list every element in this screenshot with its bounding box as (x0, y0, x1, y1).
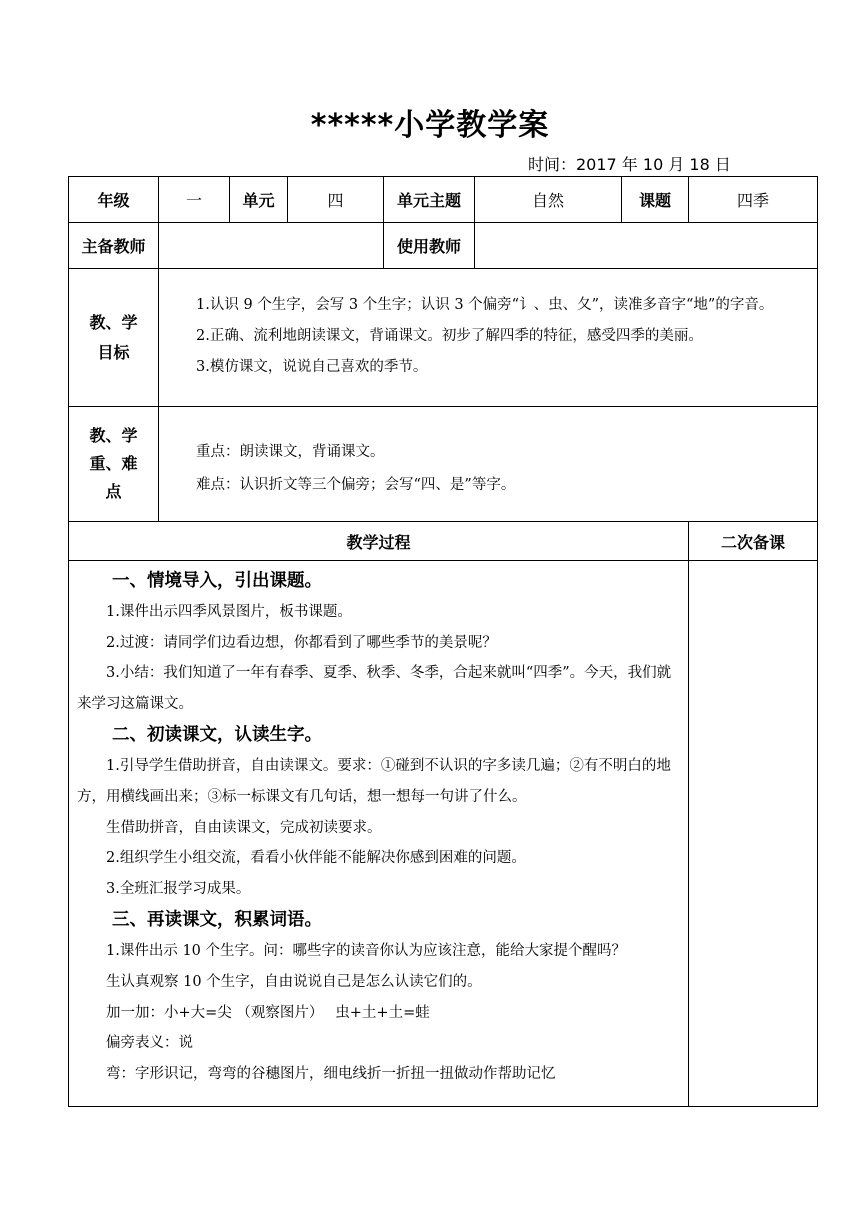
goals-content (159, 269, 818, 407)
teaching-process-header: 教学过程 (69, 522, 689, 561)
user-teacher-label: 使用教师 (384, 223, 475, 269)
process-paragraph: 3.小结：我们知道了一年有春季、夏季、秋季、冬季，合起来就叫“四季”。今天，我们就来学习这篇课文。 (77, 665, 672, 712)
process-paragraph: 加一加：小+大=尖 （观察图片） 虫+土+土=蛙 (106, 1004, 430, 1021)
lead-teacher-value (159, 223, 384, 269)
unit-theme-value: 自然 (475, 177, 622, 223)
key-points-label-line-1: 教、学 (89, 426, 138, 445)
unit-label: 单元 (230, 177, 288, 223)
grade-value: 一 (159, 177, 230, 223)
process-paragraph: 2.组织学生小组交流，看看小伙伴能不能解决你感到困难的问题。 (106, 850, 526, 867)
topic-value: 四季 (689, 177, 818, 223)
lead-teacher-label: 主备教师 (69, 223, 159, 269)
process-paragraph: 1.课件出示 10 个生字。问：哪些字的读音你认为应该注意，能给大家提个醒吗？ (106, 943, 627, 960)
grade-label: 年级 (69, 177, 159, 223)
goals-label (69, 269, 159, 407)
process-paragraph: 1.课件出示四季风景图片，板书课题。 (106, 604, 352, 620)
goal-item: 2.正确、流利地朗读课文，背诵课文。初步了解四季的特征，感受四季的美丽。 (196, 328, 703, 344)
emphasis-text: 重点：朗读课文，背诵课文。 (196, 444, 385, 460)
lesson-plan-table (68, 176, 818, 1107)
process-paragraph: 生借助拼音，自由读课文，完成初读要求。 (106, 819, 382, 836)
process-paragraph: 生认真观察 10 个生字，自由说说自己是怎么认读它们的。 (106, 973, 482, 990)
key-points-label (69, 407, 159, 522)
process-paragraph: 2.过渡：请同学们边看边想，你都看到了哪些季节的美景呢？ (106, 634, 497, 651)
teaching-process-content (69, 561, 689, 1107)
unit-value: 四 (288, 177, 384, 223)
process-paragraph: 偏旁表义：说 (106, 1035, 193, 1052)
second-prep-content (689, 561, 818, 1107)
section-heading: 一、情境导入，引出课题。 (112, 571, 322, 591)
unit-theme-label: 单元主题 (384, 177, 475, 223)
goals-label-line-1: 教、学 (89, 312, 138, 332)
goal-item: 3.模仿课文，说说自己喜欢的季节。 (196, 359, 428, 375)
section-heading: 三、再读课文，积累词语。 (112, 910, 322, 931)
key-points-content (159, 407, 818, 522)
process-paragraph: 1.引导学生借助拼音，自由读课文。要求：①碰到不认识的字多读几遍；②有不明白的地方，用横线画出来；③标一标课文有几句话，想一想每一句讲了什么。 (77, 758, 671, 805)
difficulty-text: 难点：认识折文等三个偏旁；会写“四、是”等字。 (196, 477, 516, 493)
goals-label-line-2: 目标 (97, 342, 130, 362)
key-points-label-line-2: 重、难 (89, 454, 138, 473)
key-points-label-line-3: 点 (105, 482, 122, 501)
topic-label: 课题 (622, 177, 689, 223)
second-prep-header: 二次备课 (689, 522, 818, 561)
document-title: *****小学教学案 (310, 108, 550, 143)
process-paragraph: 弯：字形识记，弯弯的谷穗图片，细电线折一折扭一扭做动作帮助记忆 (106, 1065, 556, 1082)
user-teacher-value (475, 223, 818, 269)
goal-item: 1.认识 9 个生字，会写 3 个生字；认识 3 个偏旁“讠、虫、夂”，读准多音字“地”的字音。 (196, 297, 774, 313)
process-paragraph: 3.全班汇报学习成果。 (106, 880, 251, 897)
date-line: 时间：2017 年 10 月 18 日 (528, 155, 731, 174)
section-heading: 二、初读课文，认读生字。 (112, 725, 322, 746)
